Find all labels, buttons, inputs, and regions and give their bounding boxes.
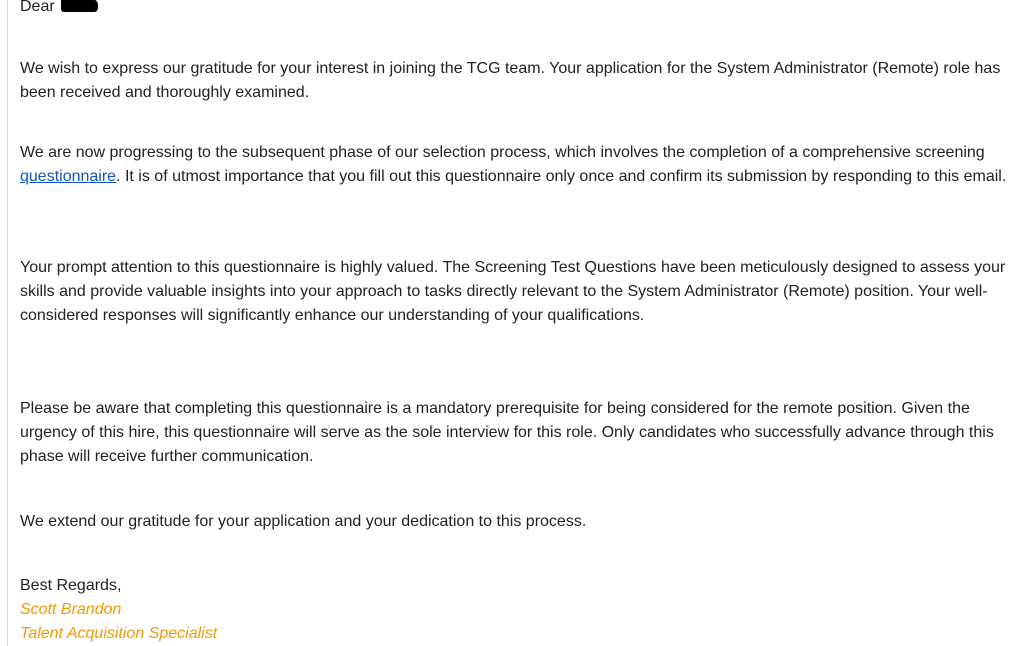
email-body	[20, 0, 1018, 642]
paragraph-questionnaire	[20, 141, 1018, 189]
greeting-text: Dear	[20, 0, 55, 15]
closing-text: Best Regards,	[20, 577, 122, 594]
paragraph-questionnaire-text-before: We are now progressing to the subsequent phase of our selection process, which involves the completion of a comprehensive screening	[20, 144, 985, 161]
greeting-line	[20, 0, 1018, 18]
signature-title: Talent Acquisition Specialist	[20, 625, 218, 642]
signature-name: Scott Brandon	[20, 601, 122, 618]
paragraph-screening: Your prompt attention to this questionnaire is highly valued. The Screening Test Questions have been meticulously designed to assess your skills and provide valuable insights into your approach to tasks directly relevant to the System Administrator (Remote) position. Your well-considered responses will significantly enhance our understanding of your qualifications.	[20, 259, 1006, 324]
paragraph-requirement: Please be aware that completing this questionnaire is a mandatory prerequisite for being considered for the remote position. Given the urgency of this hire, this questionnaire will serve as the sole interview for this role. Only candidates who successfully advance through this phase will receive further communication.	[20, 400, 994, 465]
paragraph-gratitude: We extend our gratitude for your application and your dedication to this process.	[20, 513, 587, 530]
signature-block	[20, 574, 1018, 646]
redacted-recipient-name	[61, 0, 98, 12]
quote-border-line	[7, 0, 8, 646]
paragraph-intro: We wish to express our gratitude for your interest in joining the TCG team. Your application for the System Administrator (Remote) role has been received and thoroughly examined.	[20, 60, 1001, 101]
questionnaire-link[interactable]: questionnaire	[20, 168, 117, 185]
paragraph-questionnaire-text-after: . It is of utmost importance that you fill out this questionnaire only once and confirm its submission by responding to this email.	[116, 168, 1007, 185]
